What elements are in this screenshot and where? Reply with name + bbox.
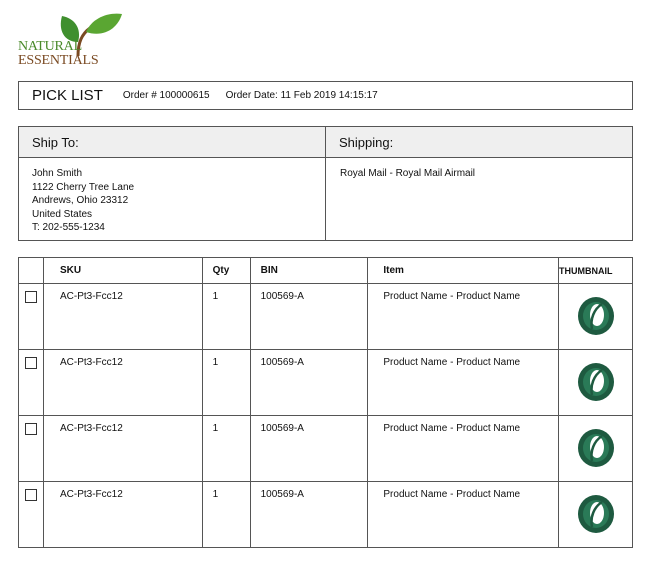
checkbox-icon[interactable] bbox=[25, 357, 37, 369]
ship-to-heading: Ship To: bbox=[19, 127, 325, 158]
ship-to-address bbox=[19, 158, 325, 235]
row-qty: 1 bbox=[202, 482, 250, 548]
row-sku: AC-Pt3-Fcc12 bbox=[43, 350, 202, 416]
row-qty: 1 bbox=[202, 284, 250, 350]
brand-logo bbox=[16, 12, 126, 72]
address-line: John Smith bbox=[32, 168, 83, 179]
col-header-sku: SKU bbox=[43, 258, 202, 284]
table-row bbox=[19, 350, 633, 416]
col-header-bin: BIN bbox=[250, 258, 368, 284]
row-item: Product Name - Product Name bbox=[368, 350, 559, 416]
address-line: T: 202-555-1234 bbox=[32, 222, 105, 233]
address-panel bbox=[18, 126, 633, 241]
ship-to-section bbox=[19, 127, 326, 240]
brand-line-2: ESSENTIALS bbox=[18, 53, 99, 68]
product-thumbnail-icon bbox=[576, 427, 616, 469]
address-line: 1122 Cherry Tree Lane bbox=[32, 181, 135, 193]
product-thumbnail-icon bbox=[576, 361, 616, 403]
col-header-check bbox=[19, 258, 44, 284]
address-line: Andrews, Ohio 23312 bbox=[32, 195, 129, 206]
checkbox-icon[interactable] bbox=[25, 489, 37, 501]
order-number: Order # 100000615 bbox=[122, 90, 210, 101]
pick-items-table bbox=[18, 257, 633, 548]
row-item: Product Name - Product Name bbox=[368, 416, 559, 482]
row-bin: 100569-A bbox=[250, 416, 368, 482]
table-row bbox=[19, 416, 633, 482]
checkbox-icon[interactable] bbox=[25, 291, 37, 303]
brand-wordmark bbox=[18, 40, 98, 68]
row-qty: 1 bbox=[202, 350, 250, 416]
row-bin: 100569-A bbox=[250, 482, 368, 548]
page-title: PICK LIST bbox=[32, 87, 103, 104]
table-row bbox=[19, 284, 633, 350]
pick-list-header bbox=[18, 81, 633, 110]
row-sku: AC-Pt3-Fcc12 bbox=[43, 416, 202, 482]
row-item: Product Name - Product Name bbox=[368, 482, 559, 548]
order-date: Order Date: 11 Feb 2019 14:15:17 bbox=[225, 90, 378, 101]
product-thumbnail-icon bbox=[576, 493, 616, 535]
shipping-heading: Shipping: bbox=[326, 127, 632, 158]
row-bin: 100569-A bbox=[250, 284, 368, 350]
row-qty: 1 bbox=[202, 416, 250, 482]
brand-line-1: NATURAL bbox=[18, 39, 82, 54]
row-item: Product Name - Product Name bbox=[368, 284, 559, 350]
table-header-row bbox=[19, 258, 633, 284]
table-row bbox=[19, 482, 633, 548]
row-bin: 100569-A bbox=[250, 350, 368, 416]
address-line: United States bbox=[32, 208, 93, 220]
col-header-item: Item bbox=[368, 258, 559, 284]
product-thumbnail-icon bbox=[576, 295, 616, 337]
row-sku: AC-Pt3-Fcc12 bbox=[43, 284, 202, 350]
shipping-section bbox=[326, 127, 632, 240]
checkbox-icon[interactable] bbox=[25, 423, 37, 435]
col-header-qty: Qty bbox=[202, 258, 250, 284]
shipping-method: Royal Mail - Royal Mail Airmail bbox=[340, 168, 476, 179]
col-header-thumbnail: THUMBNAIL bbox=[559, 258, 633, 284]
row-sku: AC-Pt3-Fcc12 bbox=[43, 482, 202, 548]
